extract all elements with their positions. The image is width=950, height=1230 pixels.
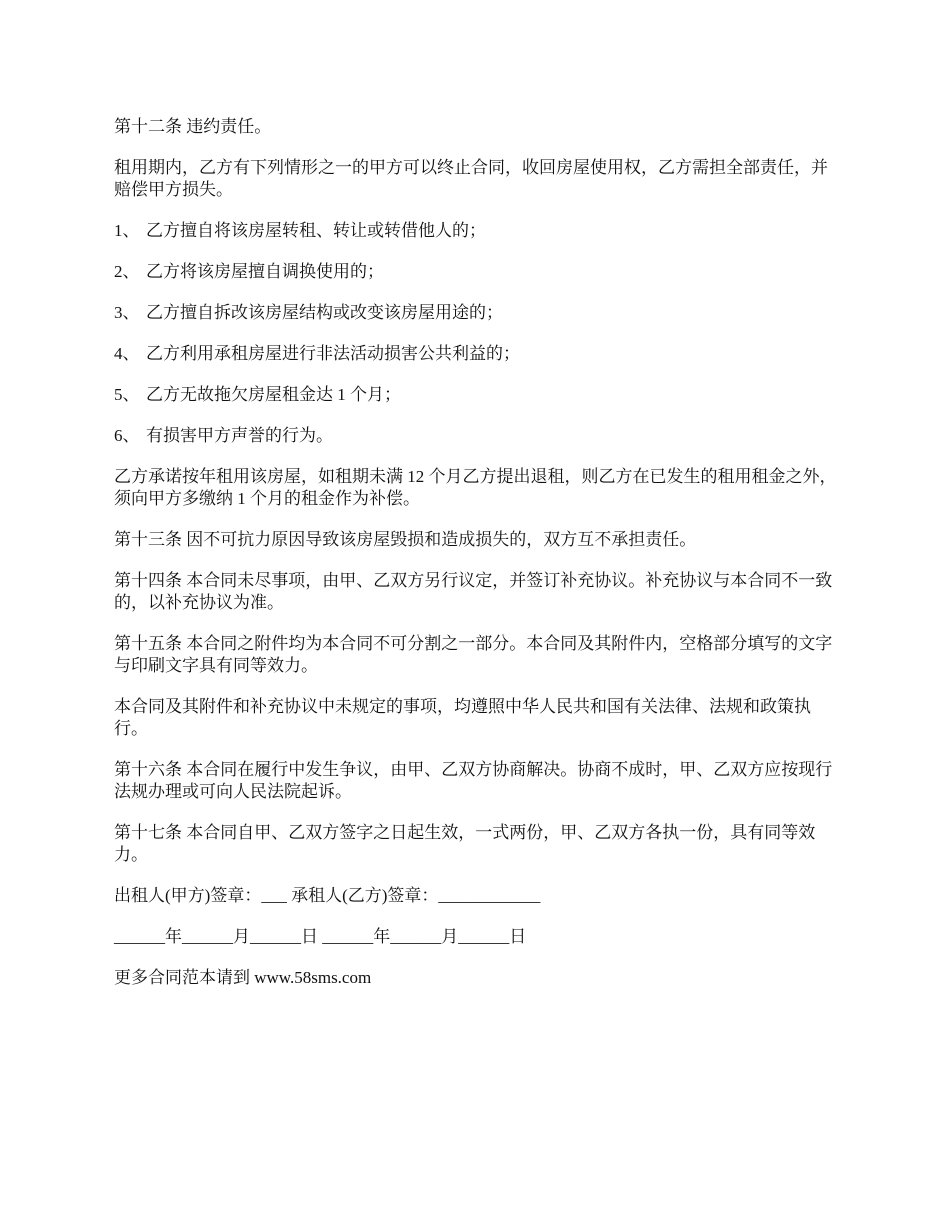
breach-item-number: 2、 bbox=[114, 262, 140, 281]
breach-item-number: 3、 bbox=[114, 303, 140, 322]
breach-item bbox=[114, 302, 842, 324]
breach-item bbox=[114, 261, 842, 283]
early-termination-clause: 乙方承诺按年租用该房屋，如租期未满 12 个月乙方提出退租，则乙方在已发生的租用租金之外，须向甲方多缴纳 1 个月的租金作为补偿。 bbox=[114, 467, 837, 508]
breach-item-text: 乙方利用承租房屋进行非法活动损害公共利益的； bbox=[146, 344, 520, 363]
breach-item bbox=[114, 425, 842, 447]
article15: 第十五条 本合同之附件均为本合同不可分割之一部分。本合同及其附件内，空格部分填写的文字与印刷文字具有同等效力。 bbox=[114, 634, 833, 675]
breach-item bbox=[114, 384, 842, 406]
article12-heading: 第十二条 违约责任。 bbox=[114, 117, 272, 136]
breach-item-text: 有损害甲方声誉的行为。 bbox=[146, 426, 333, 445]
unregulated-matters-clause: 本合同及其附件和补充协议中未规定的事项，均遵照中华人民共和国有关法律、法规和政策执行。 bbox=[114, 697, 811, 738]
breach-item-number: 1、 bbox=[114, 221, 140, 240]
breach-item-text: 乙方擅自将该房屋转租、转让或转借他人的； bbox=[146, 221, 486, 240]
contract-body bbox=[114, 116, 842, 989]
date-line: ______年______月______日 ______年______月______日 bbox=[114, 927, 527, 946]
breach-item bbox=[114, 220, 842, 242]
breach-item bbox=[114, 343, 842, 365]
breach-item-number: 5、 bbox=[114, 385, 140, 404]
breach-item-text: 乙方无故拖欠房屋租金达 1 个月； bbox=[146, 385, 401, 404]
breach-item-number: 6、 bbox=[114, 426, 140, 445]
breach-item-text: 乙方将该房屋擅自调换使用的； bbox=[146, 262, 384, 281]
article16: 第十六条 本合同在履行中发生争议，由甲、乙双方协商解决。协商不成时，甲、乙双方应按现行法规办理或可向人民法院起诉。 bbox=[114, 760, 833, 801]
breach-item-text: 乙方擅自拆改该房屋结构或改变该房屋用途的； bbox=[146, 303, 503, 322]
article12-intro: 租用期内，乙方有下列情形之一的甲方可以终止合同，收回房屋使用权，乙方需担全部责任，并赔偿甲方损失。 bbox=[114, 158, 828, 199]
article17: 第十七条 本合同自甲、乙双方签字之日起生效，一式两份，甲、乙双方各执一份，具有同等效力。 bbox=[114, 823, 816, 864]
article14: 第十四条 本合同未尽事项，由甲、乙双方另行议定，并签订补充协议。补充协议与本合同不一致的，以补充协议为准。 bbox=[114, 571, 833, 612]
footer-link: 更多合同范本请到 www.58sms.com bbox=[114, 968, 372, 987]
signature-line: 出租人(甲方)签章：___ 承租人(乙方)签章：____________ bbox=[114, 886, 541, 905]
article13: 第十三条 因不可抗力原因导致该房屋毁损和造成损失的，双方互不承担责任。 bbox=[114, 530, 697, 549]
breach-item-number: 4、 bbox=[114, 344, 140, 363]
